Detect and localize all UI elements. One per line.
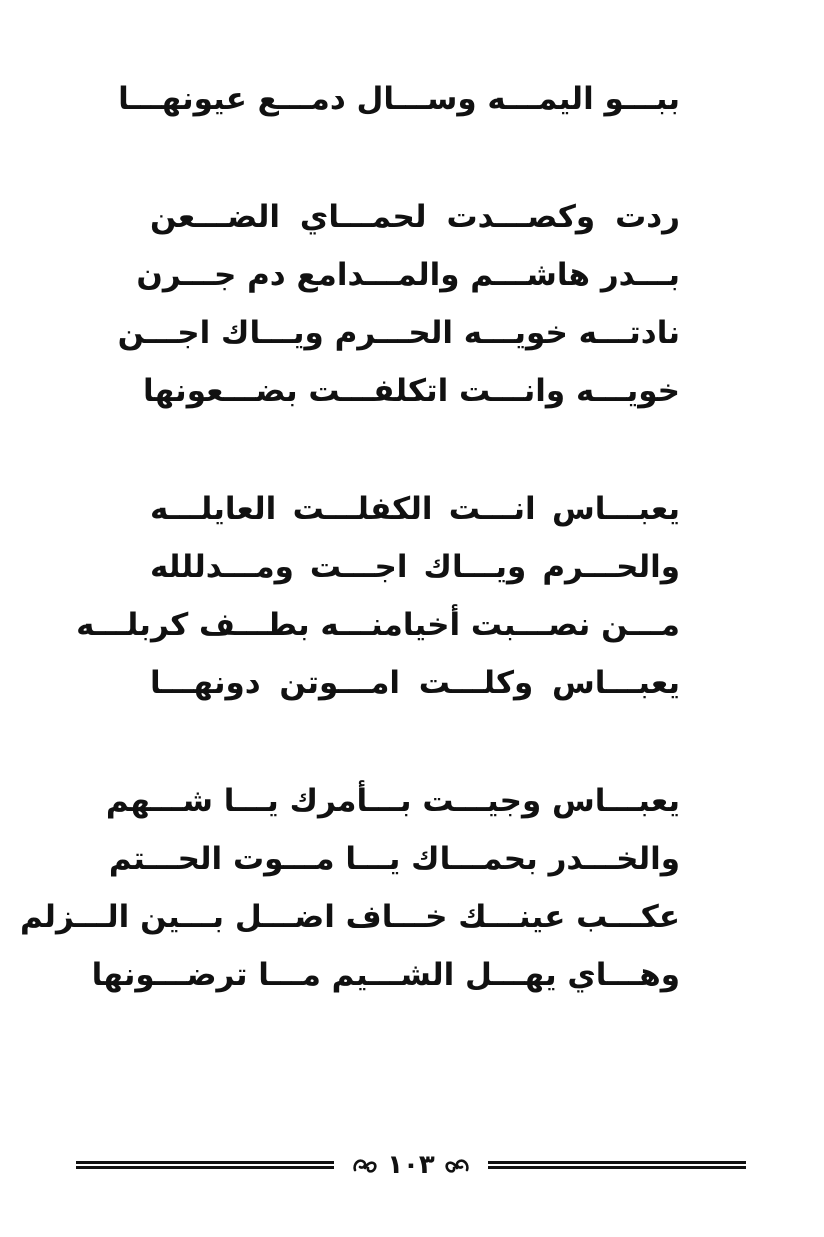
footer-rule-left	[76, 1161, 334, 1169]
poem-line: ببـــو اليمـــه وســـال دمـــع عيونهـــا	[118, 81, 680, 117]
poem-line: والخـــدر بحمـــاك يـــا مـــوت الحـــتم	[108, 841, 680, 877]
poem-line: مـــن نصـــبت أخيامنـــه بطـــف كربلـــه	[76, 607, 680, 643]
poem-line: نادتـــه خويـــه الحـــرم ويـــاك اجـــن	[117, 315, 680, 351]
footer-rule-right	[488, 1161, 746, 1169]
stanza-4	[20, 772, 680, 1004]
poem-line: يعبـــاس وكلـــت امـــوتن دونهـــا	[150, 665, 680, 701]
page-number: ١٠٣	[387, 1150, 435, 1180]
poem-line: عكـــب عينـــك خـــاف اضـــل بـــين الـــزلم	[20, 899, 680, 935]
poem-line: ردت وكصـــدت لحمـــاي الضـــعن	[150, 199, 680, 235]
poem-line: خويـــه وانـــت اتكلفـــت بضـــعونها	[142, 373, 680, 409]
poem	[20, 60, 680, 1064]
poem-line: يعبـــاس وجيـــت بـــأمرك يـــا شـــهم	[105, 783, 680, 819]
stanza-1	[118, 70, 680, 128]
poem-line: وهـــاي يهـــل الشـــيم مـــا ترضـــونها	[91, 957, 680, 993]
poem-line: والحـــرم ويـــاك اجـــت ومـــدللله	[150, 549, 680, 585]
stanza-3	[76, 480, 680, 712]
poem-line: يعبـــاس انـــت الكفلـــت العايلـــه	[150, 491, 680, 527]
ornament-right-icon	[443, 1154, 471, 1176]
ornament-left-icon	[351, 1154, 379, 1176]
page-number-group	[351, 1150, 471, 1180]
page-footer	[76, 1150, 746, 1180]
poem-line: بـــدر هاشـــم والمـــدامع دم جـــرن	[136, 257, 680, 293]
stanza-2	[117, 188, 680, 420]
